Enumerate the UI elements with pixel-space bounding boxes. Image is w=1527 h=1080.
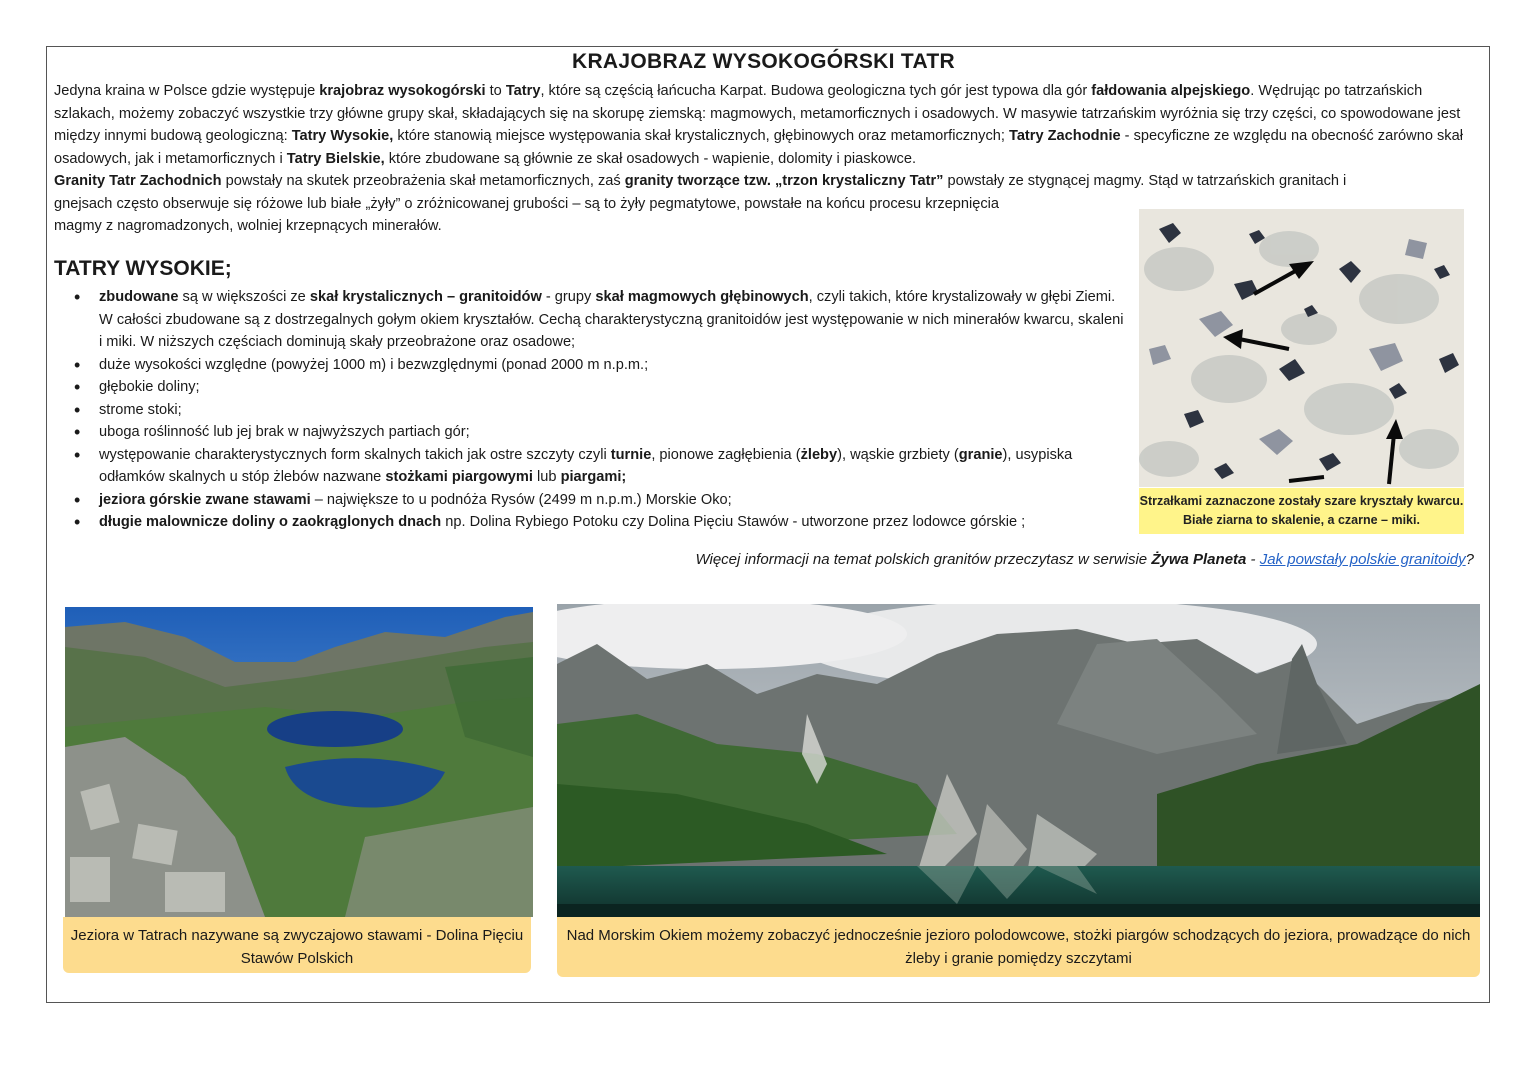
text-run: – największe to u podnóża Rysów (2499 m n.p.m.) Morskie Oko;	[310, 491, 732, 508]
text-run: strome stoki;	[99, 401, 182, 418]
text-run: głębokie doliny;	[99, 379, 200, 395]
text-run: lub	[532, 469, 561, 485]
bold-run: Granity Tatr Zachodnich	[54, 173, 222, 189]
more-info-prefix: Więcej informacji na temat polskich granitów przeczytasz w serwisie	[695, 551, 1152, 568]
more-info-suffix: ?	[1465, 551, 1474, 568]
text-run: - specyficzne ze względu na obecność zarówno skał osadowych, jak i metamorficznych i	[54, 128, 1463, 167]
bold-run: zbudowane	[99, 289, 179, 305]
text-run: uboga roślinność lub jej brak w najwyższych partiach gór;	[99, 424, 470, 440]
service-name: Żywa Planeta	[1151, 551, 1247, 568]
bold-run: skał krystalicznych – granitoidów	[309, 289, 542, 305]
bold-run: krajobraz wysokogórski	[319, 83, 486, 99]
text-run: które zbudowane są głównie ze skał osadowych - wapienie, dolomity i piaskowce.	[384, 150, 916, 167]
bold-run: granie	[958, 446, 1003, 463]
list-item	[54, 399, 1129, 422]
text-run: są w większości ze	[178, 289, 310, 305]
text-run: . Wędrując po tatrzańskich szlakach, możemy zobaczyć wszystkie trzy główne grupy skał, składających się na skorupę ziemską: magmowych, metamorficznych i osadowych. W masywie tatrzańskim wyróżnia się trzy części, co spowodowane jest między innymi budową geologiczną:	[54, 83, 1461, 144]
more-info-dash: -	[1246, 551, 1260, 568]
bold-run: Tatry	[505, 83, 541, 99]
five-lakes-caption: Jeziora w Tatrach nazywane są zwyczajowo stawami - Dolina Pięciu Stawów Polskich	[63, 917, 531, 973]
section-heading: TATRY WYSOKIE;	[54, 257, 232, 280]
text-run: ), wąskie grzbiety (	[837, 446, 959, 463]
bold-run: żleby	[800, 446, 838, 463]
text-run: powstały ze stygnącej magmy. Stąd w tatrzańskich granitach i	[943, 173, 1347, 189]
text-run: , pionowe zagłębienia (	[651, 446, 801, 463]
more-info-line	[695, 551, 1474, 568]
text-run: Jedyna kraina w Polsce gdzie występuje	[54, 83, 320, 99]
granite-caption: Strzałkami zaznaczone zostały szare kryształy kwarcu. Białe ziarna to skalenie, a czarne – miki.	[1139, 488, 1464, 534]
intro-p2-line-3: magmy z nagromadzonych, wolniej krzepnących minerałów.	[54, 218, 442, 234]
bold-run: fałdowania alpejskiego	[1091, 83, 1251, 99]
five-lakes-valley-photo	[65, 607, 533, 917]
text-run: np. Dolina Rybiego Potoku czy Dolina Pięciu Stawów - utworzone przez lodowce górskie ;	[441, 514, 1026, 530]
granite-photo	[1139, 209, 1464, 487]
bold-run: turnie	[610, 446, 652, 463]
bold-run: skał magmowych głębinowych	[595, 289, 809, 305]
list-item	[54, 489, 1129, 512]
list-item	[54, 354, 1129, 377]
granitoids-link[interactable]: Jak powstały polskie granitoidy	[1259, 551, 1466, 568]
text-run: ), usypiska odłamków skalnych u stóp żlebów nazwane	[99, 446, 1073, 485]
text-run: duże wysokości względne (powyżej 1000 m) i bezwzględnymi (ponad 2000 m n.p.m.;	[99, 356, 649, 373]
bold-run: Tatry Zachodnie	[1008, 128, 1121, 144]
list-item	[54, 376, 1129, 399]
text-run: , które są częścią łańcucha Karpat. Budowa geologiczna tych gór jest typowa dla gór	[540, 83, 1092, 99]
text-run: występowanie charakterystycznych form skalnych takich jak ostre szczyty czyli	[99, 446, 611, 463]
bold-run: Tatry Bielskie,	[286, 150, 385, 167]
page-title: KRAJOBRAZ WYSOKOGÓRSKI TATR	[572, 50, 955, 73]
bold-run: granity tworzące tzw. „trzon krystaliczny Tatr”	[624, 173, 944, 189]
intro-p2-line-1	[54, 173, 1346, 189]
text-run: powstały na skutek przeobrażenia skał metamorficznych, zaś	[221, 173, 625, 189]
morskie-oko-photo	[557, 604, 1480, 917]
text-run: to	[485, 83, 506, 99]
bold-run: długie malownicze doliny o zaokrąglonych dnach	[99, 514, 442, 530]
list-item	[54, 511, 1129, 534]
list-item	[54, 286, 1129, 354]
intro-p2-line-2: gnejsach często obserwuje się różowe lub białe „żyły” o zróżnicowanej grubości – są to żyły pegmatytowe, powstałe na końcu procesu krzepnięcia	[54, 195, 1000, 212]
text-run: - grupy	[541, 289, 596, 305]
bold-run: Tatry Wysokie,	[291, 128, 394, 144]
feature-list	[54, 286, 1129, 534]
morskie-oko-caption: Nad Morskim Okiem możemy zobaczyć jednocześnie jezioro polodowcowe, stożki piargów schodzących do jeziora, prowadzące do nich żleby i granie pomiędzy szczytami	[557, 917, 1480, 977]
intro-paragraph-1	[54, 80, 1486, 170]
bold-run: stożkami piargowymi	[385, 469, 533, 485]
text-run: , czyli takich, które krystalizowały w głębi Ziemi. W całości zbudowane są z dostrzegalnych gołym okiem kryształów. Cechą charakterystyczną granitoidów jest występowanie w nich minerałów kwarcu, skaleni i miki. W niższych częściach dominują skały przeobrażone oraz osadowe;	[99, 289, 1124, 350]
text-run: które stanowią miejsce występowania skał krystalicznych, głębinowych oraz metamorficznych;	[393, 128, 1009, 144]
list-item	[54, 444, 1129, 489]
list-item	[54, 421, 1129, 444]
bold-run: jeziora górskie zwane stawami	[99, 491, 311, 508]
bold-run: piargami;	[560, 469, 627, 485]
